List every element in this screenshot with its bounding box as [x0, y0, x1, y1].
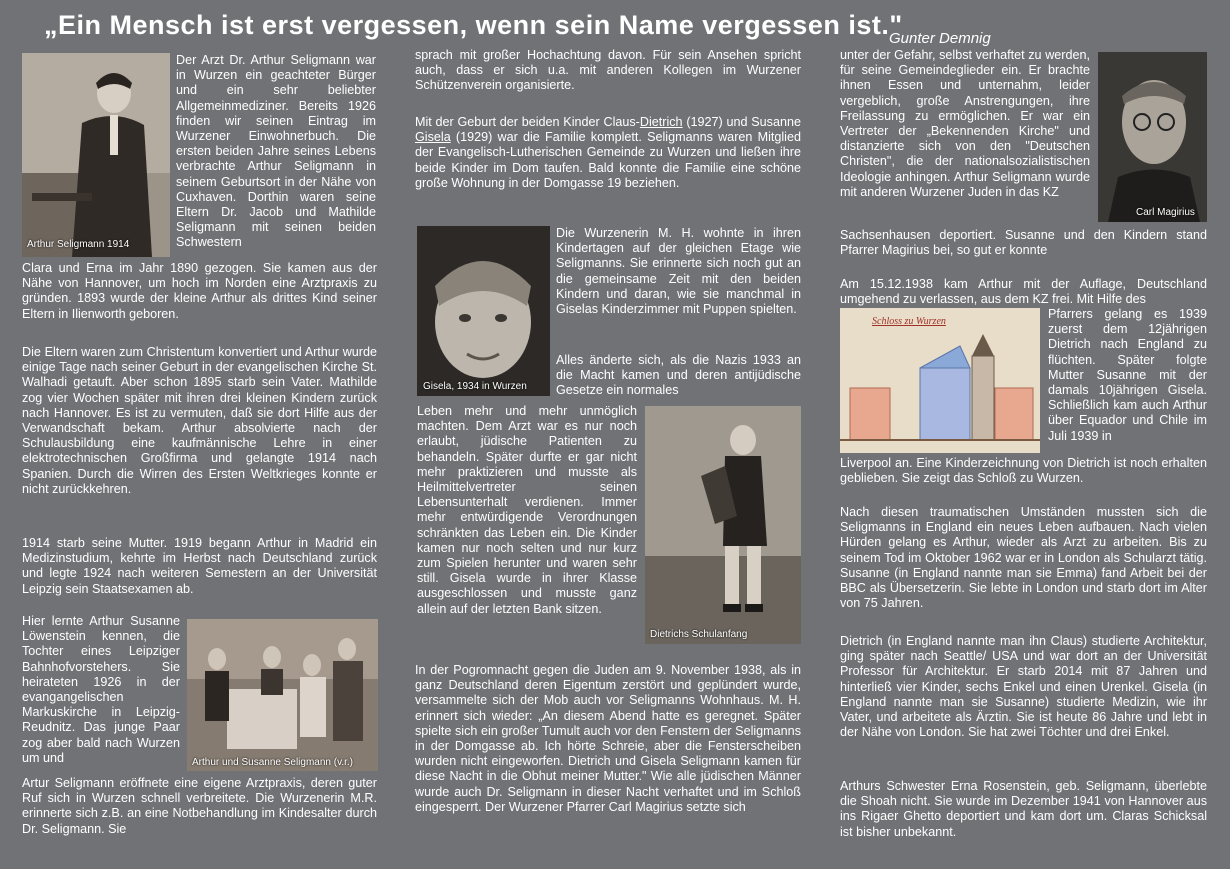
caption-magirius: Carl Magirius [1136, 207, 1195, 218]
col2-paragraph-3: Die Wurzenerin M. H. wohnte in ihren Kindertagen auf der gleichen Etage wie Seligmanns. Sie erinnerte sich noch gut an die gemeinsame Zeit mit den beiden Kindern und daran, wie sie manchmal in Giselas Kinderzimmer mit Puppen spielten. [556, 226, 801, 317]
col2-paragraph-5: In der Pogromnacht gegen die Juden am 9. November 1938, als in ganz Deutschland deren Eigentum zerstört und geplündert wurde, versammelte sich der Mob auch vor Seligmanns Wohnhaus. M. H. erinnert sich wieder: „An diesem Abend hatte es geregnet. Später spielte sich ein großer Tumult auch vor den Fenstern der Seligmanns in der Domgasse ab. Ich hörte Schreie, aber die Fensterscheiben wurden nicht eingeworfen. Dietrich und Gisela Seligmann kamen für diese Nacht in die Obhut meiner Mutter." Wie alle jüdischen Männer wurde auch Dr. Seligmann in dieser Nacht verhaftet und im Schloß eingesperrt. Der Wurzener Pfarrer Carl Magirius setzte sich [415, 663, 801, 814]
photo-dietrich [645, 406, 801, 644]
drawing-label: Schloss zu Wurzen [872, 316, 946, 327]
quote-author: Gunter Demnig [889, 30, 991, 47]
col2-paragraph-4-continued: Leben mehr und mehr unmöglich machten. Dem Arzt war es nur noch erlaubt, jüdische Patienten zu behandeln. Später durfte er gar nicht mehr praktizieren und musste als Heilmittelvertreter seinen Lebensunterhalt verdienen. Immer mehr entwürdigende Verordnungen schränkten das Leben ein. Die Kinder kamen nur noch selten und nur kurz zum Spielen herunter und waren sehr still. Gisela wurde in ihrer Klasse ausgeschlossen und musste ganz allein auf der letzten Bank sitzen. [417, 404, 637, 616]
name-dietrich: Dietrich [639, 115, 683, 129]
col3-paragraph-2-continued: Pfarrers gelang es 1939 zuerst dem 12jährigen Dietrich nach England zu flüchten. Später folgte Mutter Susanne mit der damals 10jährigen Gisela. Schließlich kam auch Arthur über Equador und Chile im Juli 1939 in [1048, 307, 1207, 443]
col1-paragraph-1: Der Arzt Dr. Arthur Seligmann war in Wurzen ein geachteter Bürger und ein sehr beliebter Allgemeinmediziner. Bereits 1926 finden wir seinen Eintrag im Wurzener Einwohnerbuch. Die ersten beiden Jahre seines Lebens verbrachte Arthur Seligmann in seinem Geburtsort in der Nähe von Cuxhaven. Dorthin waren seine Eltern Dr. Jacob und Mathilde Seligmann mit seinen beiden Schwestern [176, 53, 376, 250]
col1-paragraph-1-continued: Clara und Erna im Jahr 1890 gezogen. Sie kamen aus der Nähe von Hannover, um hoch im Norden eine Arztpraxis zu gründen. 1893 wurde der kleine Arthur als drittes Kind seiner Eltern in Ilienworth geboren. [22, 261, 377, 321]
col3-paragraph-1: unter der Gefahr, selbst verhaftet zu werden, für seine Gemeindeglieder ein. Er brachte ihnen Essen und unternahm, leider vergeblich, große Anstrengungen, ihre Freilassung zu ermöglichen. Er war ein Vertreter der „Bekennenden Kirche" und distanzierte sich von den "Deutschen Christen", die der nationalsozialistischen Ideologie anhingen. Arthur Seligmann wurde mit anderen Wurzener Juden in das KZ [840, 48, 1090, 199]
col2-paragraph-2: Mit der Geburt der beiden Kinder Claus-Dietrich (1927) und Susanne Gisela (1929) war die Familie komplett. Seligmanns waren Mitglied der Evangelisch-Lutherischen Gemeinde zu Wurzen und ließen ihre beide Kinder im Dom taufen. Bald konnte die Familie eine schöne große Wohnung in der Domgasse 19 beziehen. [415, 115, 801, 190]
photo-arthur-1914 [22, 53, 170, 257]
col3-paragraph-4: Dietrich (in England nannte man ihn Claus) studierte Architektur, ging später nach Seattle/ USA und war dort an der Universität Professor für Architektur. Er starb 2014 mit 87 Jahren und hinterließ vier Kinder, sechs Enkel und einen Urenkel. Gisela (in England nannte man sie Susanne) studierte Medizin, wie ihr Vater, und arbeitete als Ärztin. Sie ist heute 86 Jahre und lebt in der Nähe von London. Sie hat zwei Töchter und drei Enkel. [840, 634, 1207, 740]
caption-gisela: Gisela, 1934 in Wurzen [423, 381, 527, 392]
drawing-schloss [840, 308, 1040, 453]
col2-paragraph-4: Alles änderte sich, als die Nazis 1933 an die Macht kamen und deren antijüdische Gesetze ein normales [556, 353, 801, 398]
col1-paragraph-4: Hier lernte Arthur Susanne Löwenstein kennen, die Tochter eines Leipziger Bahnhofvorstehers. Sie heirateten 1926 in der evangangelischen Markuskirche in Leipzig-Reudnitz. Das junge Paar zog aber bald nach Wurzen um und [22, 614, 180, 765]
col3-paragraph-2-end: Liverpool an. Eine Kinderzeichnung von Dietrich ist noch erhalten geblieben. Sie zeigt das Schloß zu Wurzen. [840, 456, 1207, 486]
col1-paragraph-2: Die Eltern waren zum Christentum konvertiert und Arthur wurde einige Tage nach seiner Geburt in der evangelischen Kirche St. Walhadi getauft. Aber schon 1895 starb sein Vater. Mathilde zog vier Wochen später mit ihren drei kleinen Kindern zurück nach Hannover. Es ist zu vermuten, daß sie dort Hilfe aus der Verwandschaft bekam. Arthur absolvierte nach der Schulausbildung eine kaufmännische Lehre in einer elektrotechnischen Großfirma und gelangte 1914 nach Spanien. Durch die Wirren des Ersten Weltkrieges konnte er nicht zurückkehren. [22, 345, 377, 496]
col3-paragraph-5: Arthurs Schwester Erna Rosenstein, geb. Seligmann, überlebte die Shoah nicht. Sie wurde im Dezember 1941 von Hannover aus ins Rigaer Ghetto deportiert und kam dort um. Claras Schicksal ist bisher unbekannt. [840, 779, 1207, 839]
photo-magirius [1098, 52, 1207, 222]
caption-arthur: Arthur Seligmann 1914 [27, 239, 130, 250]
col3-paragraph-2: Am 15.12.1938 kam Arthur mit der Auflage, Deutschland umgehend zu verlassen, aus dem KZ frei. Mit Hilfe des [840, 277, 1207, 307]
photo-couple [187, 619, 378, 771]
caption-dietrich: Dietrichs Schulanfang [650, 629, 748, 640]
col3-paragraph-3: Nach diesen traumatischen Umständen mussten sich die Seligmanns in England ein neues Leben aufbauen. Nach vielen Hürden gelang es Arthur, wieder als Arzt zu arbeiten. Bis zu seinem Tod im Oktober 1962 war er in London als Schularzt tätig. Susanne (in England nannte man sie Emma) fand Arbeit bei der BBC als Übersetzerin. Sie lebte in London und starb dort im Alter von 75 Jahren. [840, 505, 1207, 611]
col1-paragraph-4-continued: Artur Seligmann eröffnete eine eigene Arztpraxis, deren guter Ruf sich in Wurzen schnell verbreitete. Die Wurzenerin M.R. erinnerte sich z.B. an eine Notbehandlung im Kindesalter durch Dr. Seligmann. Sie [22, 776, 377, 836]
col1-paragraph-3: 1914 starb seine Mutter. 1919 begann Arthur in Madrid ein Medizinstudium, kehrte im Herbst nach Deutschland zurück und legte 1924 nach weiteren Semestern an der Universität Leipzig sein Staatsexamen ab. [22, 536, 377, 596]
name-gisela: Gisela [415, 130, 451, 145]
caption-couple: Arthur und Susanne Seligmann (v.r.) [192, 757, 354, 768]
photo-gisela [417, 226, 550, 396]
col3-paragraph-1-continued: Sachsenhausen deportiert. Susanne und den Kindern stand Pfarrer Magirius bei, so gut er konnte [840, 228, 1207, 258]
col2-paragraph-1: sprach mit großer Hochachtung davon. Für sein Ansehen spricht auch, dass er sich u.a. mit anderen Kollegen im Wurzener Schützenverein organisierte. [415, 48, 801, 93]
page-title: „Ein Mensch ist erst vergessen, wenn sein Name vergessen ist." [44, 10, 903, 40]
